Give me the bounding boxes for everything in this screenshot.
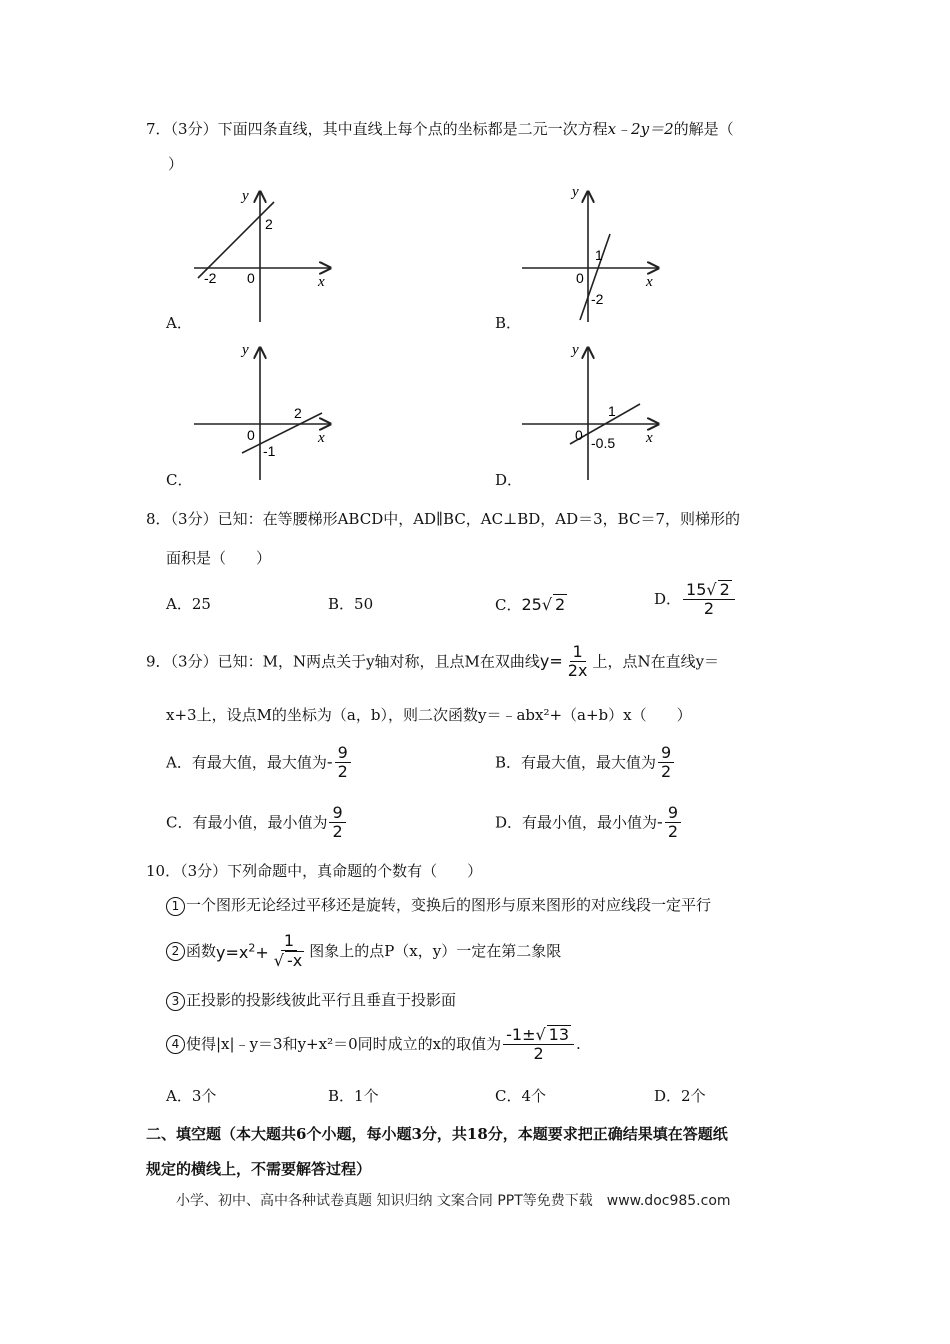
q8-option-b-value: 50 (354, 595, 374, 613)
q10-item-2-function (216, 943, 269, 962)
section-2-heading-line-2: 规定的横线上，不需要解答过程） (146, 1160, 372, 1178)
q10-item-2 (166, 932, 561, 970)
y-axis-label: y (242, 342, 249, 358)
y-axis-label: y (572, 342, 579, 358)
q8-option-d-radicand: 2 (719, 580, 730, 599)
q10-item-2-text: 图象上的点P（x，y）一定在第二象限 (309, 942, 562, 960)
graph-line (198, 202, 274, 278)
q10-item-4-end: . (576, 1035, 581, 1053)
q8-option-c-value: 25√ 2 (521, 595, 566, 614)
fraction-denominator: 2 (661, 762, 672, 781)
q10-item-4-text: 使得|x|﹣y＝3和y+x²＝0同时成立的x的取值为 (186, 1035, 502, 1053)
q8-option-c-coef: 25 (521, 595, 542, 614)
fraction-numerator: 9 (329, 804, 345, 823)
q9-option-c (166, 804, 348, 841)
fraction-numerator: 9 (335, 744, 351, 763)
circled-number-1: 1 (166, 897, 185, 916)
q10-option-d: D．2个 (654, 1087, 706, 1105)
q7-graph-d (518, 340, 668, 482)
q9-option-c-fraction (329, 804, 345, 841)
q8-option-d (654, 580, 737, 618)
fraction-denominator: 2 (337, 762, 348, 781)
x-intercept-label: -2 (204, 270, 217, 286)
fraction-denominator: 2 (332, 822, 343, 841)
y-intercept-label: -2 (591, 291, 604, 307)
function-exponent: 2 (248, 941, 256, 955)
q9-option-d (495, 804, 683, 841)
section-2-heading-line-1: 二、填空题（本大题共6个小题，每小题3分，共18分，本题要求把正确结果填在答题纸 (146, 1125, 728, 1143)
q9-option-a-sign: - (326, 752, 333, 772)
q10-option-b: B．1个 (328, 1087, 379, 1105)
q8-option-d-coef: 15 (686, 580, 707, 599)
fraction-denominator: 2 (533, 1044, 544, 1063)
q9-option-d-sign: - (657, 812, 663, 832)
q9-option-b (495, 744, 676, 781)
x-axis-label: x (318, 430, 325, 446)
q8-line-2: 面积是（ ） (166, 549, 272, 567)
q9-option-a-text: A．有最大值，最大值为 (166, 753, 327, 772)
q9-option-a (166, 744, 353, 781)
x-intercept-label: 1 (608, 403, 616, 419)
q7-stem (146, 119, 734, 139)
x-axis-label: x (646, 430, 653, 446)
q7-stem-text: 7．（3分）下面四条直线，其中直线上每个点的坐标都是二元一次方程 (146, 120, 608, 138)
fraction-denominator: √ -x (273, 951, 303, 970)
fraction-numerator: -1±√ 13 (503, 1025, 574, 1045)
fraction-denominator: 2 (703, 599, 714, 618)
q10-item-4-fraction (503, 1025, 574, 1063)
numerator-radicand: 13 (548, 1025, 570, 1044)
q9-option-d-fraction (665, 804, 681, 841)
y-intercept-label: -0.5 (591, 435, 616, 451)
function-lhs: y=x (216, 943, 249, 963)
q8-line-1: 8．（3分）已知：在等腰梯形ABCD中，AD∥BC，AC⊥BD，AD＝3，BC＝7，则梯形的 (146, 510, 740, 528)
circled-number-3: 3 (166, 992, 185, 1011)
q8-option-c-label: C． (495, 596, 522, 614)
q10-option-a: A．3个 (166, 1087, 217, 1105)
q7-equation: x﹣2y＝2 (607, 120, 674, 138)
q9-option-d-text: D．有最小值，最小值为 (495, 813, 658, 832)
q8-option-a (166, 594, 211, 614)
y-axis-label: y (572, 184, 579, 200)
q10-item-2-prefix: 函数 (186, 942, 217, 960)
q8-option-d-label: D． (654, 590, 682, 608)
q9-option-b-fraction (658, 744, 674, 781)
origin-label: 0 (576, 270, 584, 286)
fraction-denominator: 2x (567, 661, 588, 680)
q7-paren-close: ） (168, 155, 184, 173)
x-axis-label: x (318, 274, 325, 290)
q8-option-d-fraction (683, 580, 735, 618)
q10-item-3 (166, 990, 456, 1011)
fraction-numerator: 15√ 2 (683, 580, 735, 600)
q10-option-c: C．4个 (495, 1087, 547, 1105)
q9-option-c-text: C．有最小值，最小值为 (166, 813, 328, 832)
circled-number-2: 2 (166, 942, 185, 961)
q9-option-a-fraction (335, 744, 351, 781)
origin-label: 0 (247, 270, 255, 286)
q9-option-b-text: B．有最大值，最大值为 (495, 753, 657, 772)
q7-option-a-label: A． (166, 314, 192, 332)
q10-item-4 (166, 1025, 581, 1063)
q9-line-1-text: 9．（3分）已知：M，N两点关于y轴对称，且点M在双曲线 (146, 652, 540, 671)
q10-item-2-fraction (271, 932, 307, 970)
page-footer: 小学、初中、高中各种试卷真题 知识归纳 文案合同 PPT等免费下载 www.doc985.com (176, 1193, 731, 1209)
q7-stem-end: 的解是（ (673, 120, 734, 138)
q7-option-d-label: D． (495, 471, 523, 489)
q9-hyperbola-fraction (565, 643, 591, 680)
q8-option-a-value: 25 (191, 595, 211, 613)
origin-label: 0 (247, 427, 255, 443)
q8-option-c-radicand: 2 (555, 595, 566, 614)
q10-item-3-text: 正投影的投影线彼此平行且垂直于投影面 (186, 991, 457, 1009)
q9-line-2: x+3上，设点M的坐标为（a，b），则二次函数y＝﹣abx²+（a+b）x（ ） (166, 706, 692, 724)
q8-option-c (495, 594, 567, 615)
fraction-numerator: 1 (570, 643, 586, 662)
q9-line-1-end: 上，点N在直线y＝ (592, 652, 720, 671)
x-intercept-label: 2 (294, 405, 302, 421)
q7-option-b-label: B． (495, 314, 522, 332)
q9-hyperbola-lhs: y= (539, 651, 563, 671)
q10-item-1-text: 一个图形无论经过平移还是旋转，变换后的图形与原来图形的对应线段一定平行 (186, 896, 712, 914)
q10-item-1 (166, 895, 711, 916)
fraction-numerator: 9 (665, 804, 681, 823)
fraction-numerator: 1 (281, 932, 297, 951)
q8-option-b-label: B． (328, 595, 355, 613)
x-axis-label: x (646, 274, 653, 290)
fraction-numerator: 9 (658, 744, 674, 763)
q8-option-a-label: A． (166, 595, 192, 613)
y-axis-label: y (242, 188, 249, 204)
x-intercept-label: 1 (595, 247, 603, 263)
q7-graph-a (190, 182, 340, 324)
y-intercept-label: 2 (265, 216, 273, 232)
fraction-radicand: -x (286, 951, 303, 970)
q8-option-b (328, 594, 373, 614)
y-intercept-label: -1 (263, 443, 276, 459)
q10-stem: 10．（3分）下列命题中，真命题的个数有（ ） (146, 862, 483, 880)
origin-label: 0 (575, 427, 583, 443)
q7-graph-b (518, 182, 668, 324)
numerator-prefix: -1± (506, 1025, 536, 1044)
q9-line-1 (146, 643, 719, 680)
q7-graph-c (190, 340, 340, 482)
fraction-denominator: 2 (667, 822, 678, 841)
function-plus: + (255, 943, 269, 963)
circled-number-4: 4 (166, 1035, 185, 1054)
q7-option-c-label: C． (166, 471, 193, 489)
